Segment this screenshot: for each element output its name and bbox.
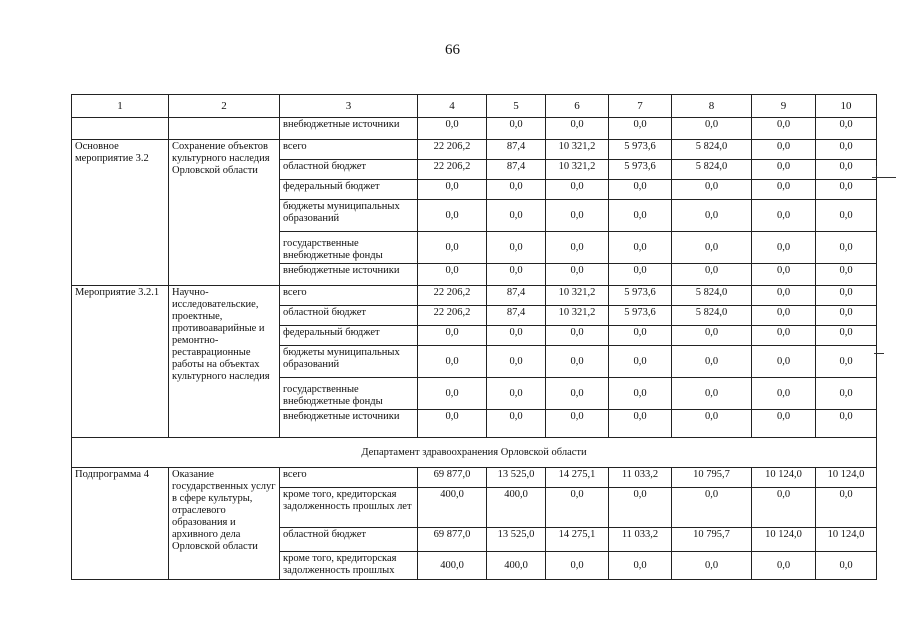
value-cell: 0,0 [816,264,877,286]
value-cell: 0,0 [816,378,877,410]
value-cell: 0,0 [752,378,816,410]
value-cell: 5 824,0 [672,286,752,306]
value-cell: 13 525,0 [487,468,546,488]
value-cell: 0,0 [418,232,487,264]
budget-table [71,94,877,580]
header-cell: 7 [609,95,672,118]
value-cell: 13 525,0 [487,528,546,552]
value-cell: 0,0 [418,264,487,286]
value-cell: 0,0 [672,410,752,438]
value-cell: 0,0 [487,232,546,264]
table-row [72,140,877,160]
value-cell: 0,0 [672,118,752,140]
value-cell: 0,0 [418,180,487,200]
value-cell: 0,0 [546,552,609,580]
value-cell: 87,4 [487,160,546,180]
value-cell: 87,4 [487,140,546,160]
page-number: 66 [445,42,460,58]
source-cell: областной бюджет [280,528,418,552]
value-cell: 10 321,2 [546,286,609,306]
value-cell: 0,0 [609,410,672,438]
value-cell: 0,0 [816,200,877,232]
value-cell: 0,0 [672,232,752,264]
table-row [72,118,877,140]
value-cell: 14 275,1 [546,528,609,552]
source-cell: федеральный бюджет [280,180,418,200]
source-cell: внебюджетные источники [280,118,418,140]
value-cell: 10 124,0 [752,468,816,488]
value-cell: 5 824,0 [672,140,752,160]
value-cell: 400,0 [487,552,546,580]
value-cell: 0,0 [816,306,877,326]
value-cell: 0,0 [487,378,546,410]
department-row [72,438,877,468]
value-cell: 0,0 [672,346,752,378]
value-cell: 0,0 [672,200,752,232]
value-cell: 0,0 [546,264,609,286]
name-cell: Научно-исследовательские, проектные, противоаварийные и ремонтно-реставрационные работы на объектах культурного наследия [169,286,280,438]
header-cell: 5 [487,95,546,118]
value-cell: 0,0 [672,326,752,346]
source-cell: всего [280,468,418,488]
code-cell [72,118,169,140]
value-cell: 0,0 [672,378,752,410]
value-cell: 0,0 [487,326,546,346]
value-cell: 10 124,0 [752,528,816,552]
code-cell: Мероприятие 3.2.1 [72,286,169,438]
value-cell: 5 824,0 [672,306,752,326]
header-cell: 2 [169,95,280,118]
source-cell: бюджеты муниципальных образований [280,346,418,378]
value-cell: 0,0 [546,232,609,264]
value-cell: 0,0 [418,410,487,438]
value-cell: 0,0 [752,200,816,232]
value-cell: 69 877,0 [418,528,487,552]
value-cell: 0,0 [487,264,546,286]
value-cell: 0,0 [816,180,877,200]
department-title: Департамент здравоохранения Орловской области [72,438,877,468]
source-cell: всего [280,286,418,306]
name-cell: Оказание государственных услуг в сфере культуры, отраслевого образования и архивного дела Орловской области [169,468,280,580]
value-cell: 0,0 [546,326,609,346]
value-cell: 87,4 [487,306,546,326]
value-cell: 0,0 [609,378,672,410]
value-cell: 22 206,2 [418,140,487,160]
value-cell: 0,0 [418,346,487,378]
value-cell: 0,0 [752,326,816,346]
header-cell: 1 [72,95,169,118]
value-cell: 0,0 [752,160,816,180]
value-cell: 0,0 [609,488,672,528]
value-cell: 0,0 [418,326,487,346]
value-cell: 0,0 [418,118,487,140]
source-cell: всего [280,140,418,160]
value-cell: 0,0 [487,200,546,232]
name-cell: Сохранение объектов культурного наследия Орловской области [169,140,280,286]
margin-mark [872,177,896,178]
value-cell: 0,0 [487,346,546,378]
value-cell: 0,0 [816,286,877,306]
value-cell: 0,0 [816,326,877,346]
value-cell: 0,0 [752,140,816,160]
value-cell: 0,0 [609,552,672,580]
value-cell: 0,0 [487,118,546,140]
value-cell: 0,0 [546,410,609,438]
source-cell: государственные внебюджетные фонды [280,232,418,264]
value-cell: 0,0 [752,180,816,200]
value-cell: 87,4 [487,286,546,306]
value-cell: 10 124,0 [816,528,877,552]
value-cell: 0,0 [487,410,546,438]
value-cell: 22 206,2 [418,306,487,326]
table-row [72,468,877,488]
value-cell: 0,0 [816,552,877,580]
header-cell: 3 [280,95,418,118]
value-cell: 0,0 [546,180,609,200]
value-cell: 0,0 [752,232,816,264]
value-cell: 0,0 [816,488,877,528]
header-row [72,95,877,118]
name-cell [169,118,280,140]
value-cell: 14 275,1 [546,468,609,488]
value-cell: 0,0 [609,346,672,378]
source-cell: бюджеты муниципальных образований [280,200,418,232]
value-cell: 0,0 [816,410,877,438]
value-cell: 0,0 [609,232,672,264]
value-cell: 0,0 [609,118,672,140]
value-cell: 11 033,2 [609,468,672,488]
source-cell: областной бюджет [280,306,418,326]
value-cell: 5 973,6 [609,306,672,326]
source-cell: федеральный бюджет [280,326,418,346]
source-cell: областной бюджет [280,160,418,180]
value-cell: 10 321,2 [546,160,609,180]
value-cell: 22 206,2 [418,160,487,180]
value-cell: 0,0 [816,346,877,378]
source-cell: внебюджетные источники [280,264,418,286]
value-cell: 400,0 [418,552,487,580]
value-cell: 0,0 [609,180,672,200]
value-cell: 0,0 [672,488,752,528]
source-cell: кроме того, кредиторская задолженность прошлых лет [280,488,418,528]
code-cell: Подпрограмма 4 [72,468,169,580]
value-cell: 0,0 [418,378,487,410]
value-cell: 0,0 [816,118,877,140]
code-cell: Основное мероприятие 3.2 [72,140,169,286]
source-cell: кроме того, кредиторская задолженность прошлых [280,552,418,580]
header-cell: 10 [816,95,877,118]
value-cell: 11 033,2 [609,528,672,552]
value-cell: 69 877,0 [418,468,487,488]
value-cell: 0,0 [752,410,816,438]
header-cell: 4 [418,95,487,118]
value-cell: 0,0 [816,160,877,180]
value-cell: 0,0 [418,200,487,232]
value-cell: 0,0 [672,264,752,286]
value-cell: 0,0 [546,118,609,140]
value-cell: 0,0 [752,286,816,306]
value-cell: 10 795,7 [672,468,752,488]
source-cell: внебюджетные источники [280,410,418,438]
value-cell: 0,0 [672,552,752,580]
value-cell: 22 206,2 [418,286,487,306]
value-cell: 0,0 [672,180,752,200]
value-cell: 0,0 [816,232,877,264]
value-cell: 0,0 [752,552,816,580]
value-cell: 0,0 [546,378,609,410]
value-cell: 0,0 [752,346,816,378]
value-cell: 0,0 [752,264,816,286]
value-cell: 5 973,6 [609,140,672,160]
value-cell: 400,0 [418,488,487,528]
value-cell: 0,0 [609,200,672,232]
header-cell: 6 [546,95,609,118]
value-cell: 0,0 [487,180,546,200]
value-cell: 0,0 [609,326,672,346]
value-cell: 5 973,6 [609,160,672,180]
value-cell: 5 973,6 [609,286,672,306]
value-cell: 0,0 [546,200,609,232]
table-row [72,286,877,306]
value-cell: 0,0 [752,118,816,140]
value-cell: 0,0 [546,488,609,528]
source-cell: государственные внебюджетные фонды [280,378,418,410]
margin-mark [876,166,877,174]
value-cell: 0,0 [752,306,816,326]
value-cell: 10 795,7 [672,528,752,552]
value-cell: 0,0 [816,140,877,160]
value-cell: 0,0 [609,264,672,286]
margin-mark [874,353,884,354]
value-cell: 0,0 [546,346,609,378]
header-cell: 9 [752,95,816,118]
value-cell: 5 824,0 [672,160,752,180]
header-cell: 8 [672,95,752,118]
value-cell: 10 321,2 [546,306,609,326]
value-cell: 10 321,2 [546,140,609,160]
value-cell: 10 124,0 [816,468,877,488]
value-cell: 0,0 [752,488,816,528]
value-cell: 400,0 [487,488,546,528]
